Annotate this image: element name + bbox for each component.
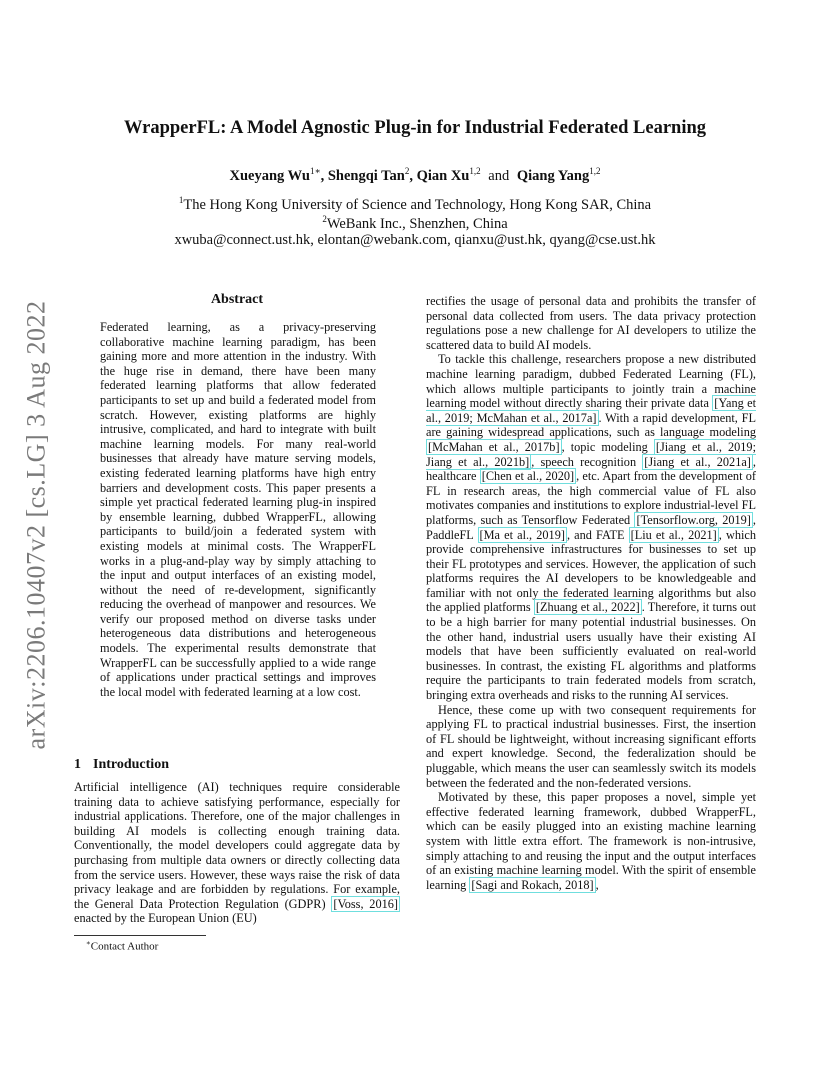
citation-link[interactable]: [Sagi and Rokach, 2018] [471,877,594,892]
footnote-divider [74,935,206,936]
author-affil-mark: 1∗ [309,166,321,176]
affiliation-text: WeBank Inc., Shenzhen, China [326,215,508,232]
right-paragraph-4 [426,790,756,892]
paragraph-text: , and FATE [566,527,629,542]
author-name: Qian Xu [416,167,470,184]
section-heading-introduction [74,757,169,773]
affiliation-mark: 1 [178,195,184,205]
intro-text: Artificial intelligence (AI) techniques require considerable training data to achieve satisfying performance, especially for industrial applications. Therefore, one of the major challenges in building AI models is collecting enough training data. Conventionally, the model developers could aggregate data by purchasing from multiple data owners or directly collecting data from the service users. However, these ways raise the risk of data privacy leakage and are forbidden by regulations. For example, the General Data Protection Regulation (GDPR) [74,780,400,911]
footnote-text: Contact Author [90,940,159,953]
footnote-mark: ∗ [86,939,91,947]
right-column [426,294,756,892]
citation-link[interactable]: [Liu et al., 2021] [630,527,717,542]
introduction-left-column [74,780,400,926]
right-paragraph-2 [426,352,756,702]
citation-link[interactable]: [Tensorflow.org, 2019] [636,512,751,527]
affiliation-mark: 2 [322,214,327,224]
citation-link[interactable]: [Voss, 2016] [333,896,398,911]
arxiv-identifier-text: arXiv:2206.10407v2 [cs.LG] 3 Aug 2022 [21,300,50,750]
paragraph-text: Motivated by these, this paper proposes a novel, simple yet effective federated learning framework, dubbed WrapperFL, which can be easily plugged into an existing machine learning system with little extra effort. The framework is non-intrusive, simply attaching to and reusing the input and the output interfaces of an existing machine learning model. With the spirit of ensemble learning [426,790,756,892]
author-and: and [488,167,510,184]
author-name: Qiang Yang [516,167,590,184]
intro-paragraph [74,780,400,926]
author-affil-mark: 1,2 [469,166,481,176]
right-paragraph-3: Hence, these come up with two consequent requirements for applying FL to practical industrial businesses. First, the insertion of FL should be lightweight, without increasing significant efforts and expert knowledge. Second, the federalization should be pluggable, which means the user can seamlessly switch its models between the federated and the non-federated versions. [426,702,756,790]
citation-link[interactable]: [McMahan et al., 2017b] [428,439,560,454]
paragraph-text: , topic modeling [561,439,654,454]
paragraph-text: . With a rapid development, FL are gaining widespread applications, such as language modeling [426,410,756,440]
author-affil-mark: 2 [404,166,410,176]
citation-link[interactable]: [Jiang et al., 2021a] [644,454,751,469]
author-list [74,166,756,185]
section-title: Introduction [93,757,169,772]
footnote [86,939,158,953]
paragraph-text: , healthcare [426,454,756,484]
author-separator: , [409,167,413,184]
paragraph-text: , speech recognition [531,454,643,469]
citation-link[interactable]: [Zhuang et al., 2022] [535,600,640,615]
affiliation-text: The Hong Kong University of Science and Technology, Hong Kong SAR, China [183,196,652,213]
citation-link[interactable]: [Jiang et al., 2019; Jiang et al., 2021b] [426,439,756,469]
citation-link[interactable]: [Ma et al., 2019] [479,527,565,542]
section-number: 1 [74,757,81,772]
paragraph-text: , [595,877,599,892]
right-paragraph-1: rectifies the usage of personal data and prohibits the transfer of personal data collected from users. The data privacy protection regulations pose a new challenge for AI developers to utilize the scattered data to build AI models. [426,294,756,352]
intro-text: enacted by the European Union (EU) [74,911,257,926]
paragraph-text: To tackle this challenge, researchers propose a new distributed machine learning paradigm, dubbed Federated Learning (FL), which allows multiple participants to jointly train a machine learning model without directly sharing their private data [426,352,756,411]
author-separator: , [320,167,325,184]
paragraph-text: , etc. Apart from the development of FL in research areas, the high commercial value of FL also motivates companies and institutions to explore industrial-level FL platforms, such as Tensorflow Federated [426,469,756,527]
arxiv-identifier-stamp [16,290,56,760]
paragraph-text: . Therefore, it turns out to be a high barrier for many potential industrial businesses. On the other hand, industrial users usually have their existing AI models that have been sufficiently evaluated on real-world businesses. In contrast, the existing FL algorithms and platforms require the participants to train federated models from scratch, bringing extra overheads and risks to the running AI services. [426,600,756,703]
author-name: Xueyang Wu [229,167,310,184]
abstract-body [100,320,376,699]
paper-title: WrapperFL: A Model Agnostic Plug-in for Industrial Federated Learning [123,118,707,138]
paragraph-text: , PaddleFL [426,512,756,542]
author-name: Shengqi Tan [327,167,405,184]
author-emails: xwuba@connect.ust.hk, elontan@webank.com, qianxu@ust.hk, qyang@cse.ust.hk [174,232,656,248]
paragraph-text: , which provide comprehensive infrastructures for businesses to set up their FL prototypes and services. However, the application of such platforms requires the AI developers to be knowledgeable and familiar with not only the federated learning algorithms but also the applied platforms [426,527,757,615]
abstract-heading: Abstract [210,292,264,307]
abstract-text: Federated learning, as a privacy-preserving collaborative machine learning paradigm, has been gaining more and more attention in the industry. With the huge rise in demand, there have been many federated learning platforms that allow federated participants to set up and build a federated model from scratch. However, existing platforms are highly intrusive, complicated, and hard to integrate with built machine learning models. For many real-world businesses that already have mature serving models, existing federated learning platforms have high entry barriers and development costs. This paper presents a simple yet practical federated learning plug-in inspired by ensemble learning, dubbed WrapperFL, allowing participants to build/join a federated system with existing models at minimal costs. The WrapperFL works in a plug-and-play way by simply attaching to the input and output interfaces of an existing model, without the need of re-development, significantly reducing the overhead of manpower and resources. We verify our proposed method on diverse tasks under heterogeneous data distributions and heterogeneous models. The experimental results demonstrate that WrapperFL can be successfully applied to a wide range of applications under practical settings and improves the local model with federated learning at a low cost. [100,320,376,699]
author-affil-mark: 1,2 [589,166,601,176]
citation-link[interactable]: [Yang et al., 2019; McMahan et al., 2017a] [426,396,756,425]
citation-link[interactable]: [Chen et al., 2020] [481,469,575,484]
